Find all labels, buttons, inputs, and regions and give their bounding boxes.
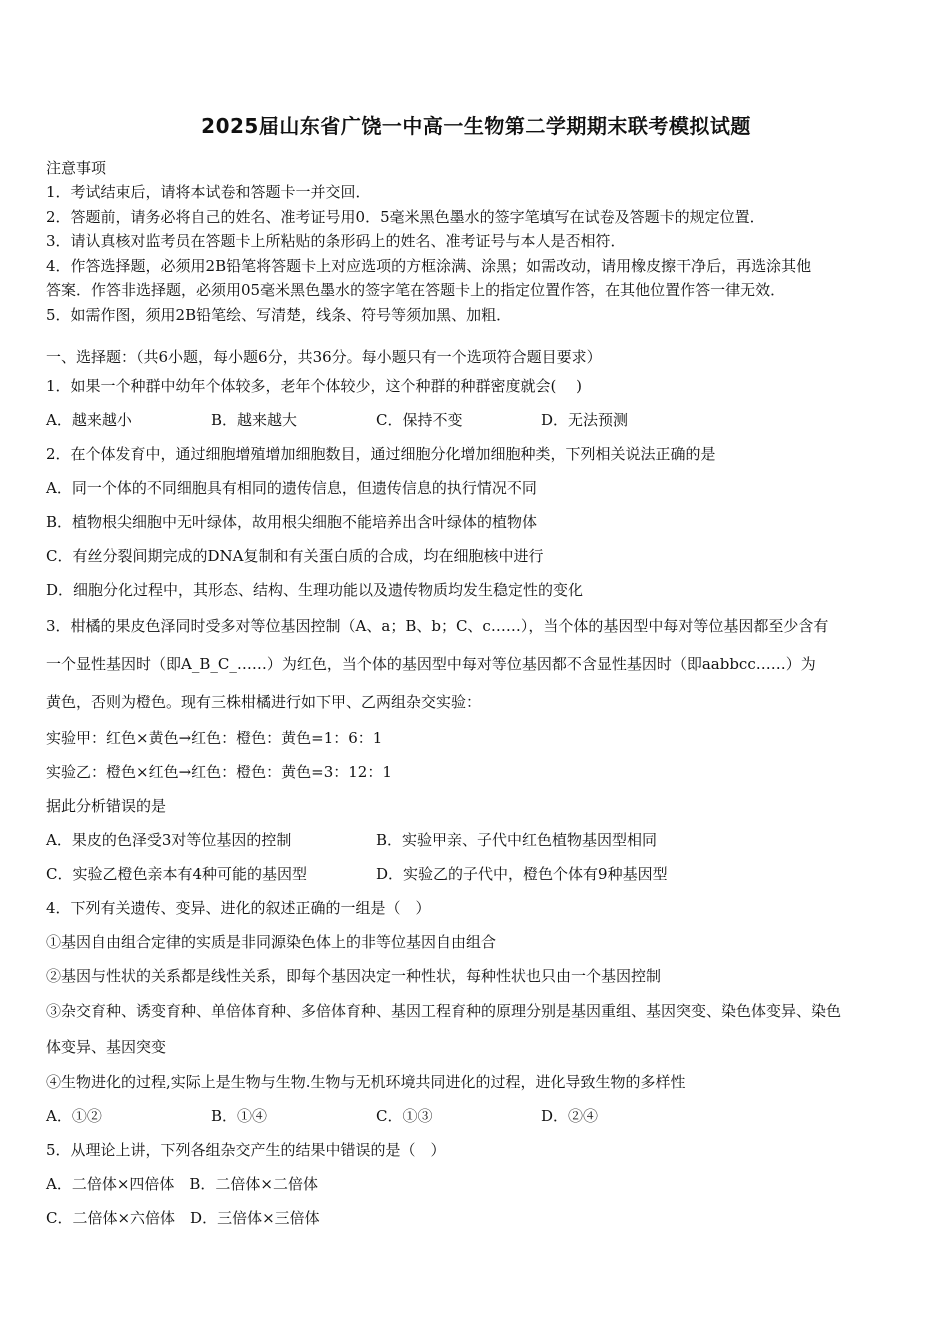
option-b: B．①④ xyxy=(211,1107,268,1125)
option-d: D．细胞分化过程中，其形态、结构、生理功能以及遗传物质均发生稳定性的变化 xyxy=(46,581,584,599)
page-title: 2025届山东省广饶一中高一生物第二学期期末联考模拟试题 xyxy=(201,114,751,138)
question-stem: 2．在个体发育中，通过细胞增殖增加细胞数目，通过细胞分化增加细胞种类，下列相关说法正确的是 xyxy=(46,445,716,463)
statement-3-cont: 体变异、基因突变 xyxy=(46,1038,167,1056)
notice-item: 5．如需作图，须用2B铅笔绘、写清楚，线条、符号等须加黑、加粗． xyxy=(46,305,512,324)
option-d: D．实验乙的子代中，橙色个体有9种基因型 xyxy=(376,865,668,883)
question-4 xyxy=(46,891,906,1133)
question-stem-line: 一个显性基因时（即A_B_C_……）为红色，当个体的基因型中每对等位基因都不含显性基因时（即aabbcc……）为 xyxy=(46,655,816,673)
statement-1: ①基因自由组合定律的实质是非同源染色体上的非等位基因自由组合 xyxy=(46,933,497,951)
option-a: A．果皮的色泽受3对等位基因的控制 xyxy=(46,831,292,849)
option-c: C．有丝分裂间期完成的DNA复制和有关蛋白质的合成，均在细胞核中进行 xyxy=(46,547,544,565)
option-c: C．实验乙橙色亲本有4种可能的基因型 xyxy=(46,865,308,883)
option-a: A．越来越小 xyxy=(46,411,132,429)
notice-item: 3．请认真核对监考员在答题卡上所粘贴的条形码上的姓名、准考证号与本人是否相符． xyxy=(46,232,626,250)
question-stem-line: 黄色，否则为橙色。现有三株柑橘进行如下甲、乙两组杂交实验： xyxy=(46,693,482,711)
experiment-b: 实验乙：橙色×红色→红色：橙色：黄色=3：12：1 xyxy=(46,763,392,781)
option-a: A．同一个体的不同细胞具有相同的遗传信息，但遗传信息的执行情况不同 xyxy=(46,479,537,497)
experiment-a: 实验甲：红色×黄色→红色：橙色：黄色=1：6：1 xyxy=(46,729,383,747)
option-c: C．保持不变 xyxy=(376,411,463,429)
options-row-cd: C．二倍体×六倍体 D．三倍体×三倍体 xyxy=(46,1209,320,1227)
question-stem: 4．下列有关遗传、变异、进化的叙述正确的一组是（ ） xyxy=(46,899,431,917)
question-stem: 5．从理论上讲，下列各组杂交产生的结果中错误的是（ ） xyxy=(46,1141,446,1159)
options-row-ab: A．二倍体×四倍体 B．二倍体×二倍体 xyxy=(46,1175,318,1193)
options-row xyxy=(46,403,906,437)
options-row xyxy=(46,823,906,857)
question-stem: 1．如果一个种群中幼年个体较多，老年个体较少，这个种群的种群密度就会( ) xyxy=(46,377,583,395)
option-b: B．实验甲亲、子代中红色植物基因型相同 xyxy=(376,831,658,849)
notice-item: 1．考试结束后，请将本试卷和答题卡一并交回． xyxy=(46,183,371,201)
section-heading: 一、选择题：（共6小题，每小题6分，共36分。每小题只有一个选项符合题目要求） xyxy=(46,348,602,366)
question-ask: 据此分析错误的是 xyxy=(46,797,167,815)
notice-block xyxy=(46,156,906,327)
question-5 xyxy=(46,1133,906,1235)
statement-3: ③杂交育种、诱变育种、单倍体育种、多倍体育种、基因工程育种的原理分别是基因重组、基因突变、染色体变异、染色 xyxy=(46,1002,842,1020)
question-stem-line: 3．柑橘的果皮色泽同时受多对等位基因控制（A、a；B、b；C、c……），当个体的基因型中每对等位基因都至少含有 xyxy=(46,617,829,635)
notice-item: 2．答题前，请务必将自己的姓名、准考证号用0．5毫米黑色墨水的签字笔填写在试卷及答题卡的规定位置． xyxy=(46,207,765,226)
option-d: D．无法预测 xyxy=(541,411,629,429)
options-row xyxy=(46,857,906,891)
notice-item: 答案．作答非选择题，必须用05毫米黑色墨水的签字笔在答题卡上的指定位置作答，在其他位置作答一律无效． xyxy=(46,281,786,299)
notice-heading: 注意事项 xyxy=(46,159,107,177)
question-3 xyxy=(46,607,906,891)
statement-4: ④生物进化的过程,实际上是生物与生物.生物与无机环境共同进化的过程，进化导致生物的多样性 xyxy=(46,1073,686,1091)
statement-2: ②基因与性状的关系都是线性关系，即每个基因决定一种性状，每种性状也只由一个基因控制 xyxy=(46,967,662,985)
option-b: B．植物根尖细胞中无叶绿体，故用根尖细胞不能培养出含叶绿体的植物体 xyxy=(46,513,538,531)
option-b: B．越来越大 xyxy=(211,411,298,429)
option-a: A．①② xyxy=(46,1107,102,1125)
question-2 xyxy=(46,437,906,607)
notice-item: 4．作答选择题，必须用2B铅笔将答题卡上对应选项的方框涂满、涂黑；如需改动，请用橡皮擦干净后，再选涂其他 xyxy=(46,256,812,275)
option-c: C．①③ xyxy=(376,1107,433,1125)
exam-page xyxy=(46,112,906,1235)
question-1 xyxy=(46,369,906,437)
option-d: D．②④ xyxy=(541,1107,599,1125)
options-row xyxy=(46,1099,906,1133)
